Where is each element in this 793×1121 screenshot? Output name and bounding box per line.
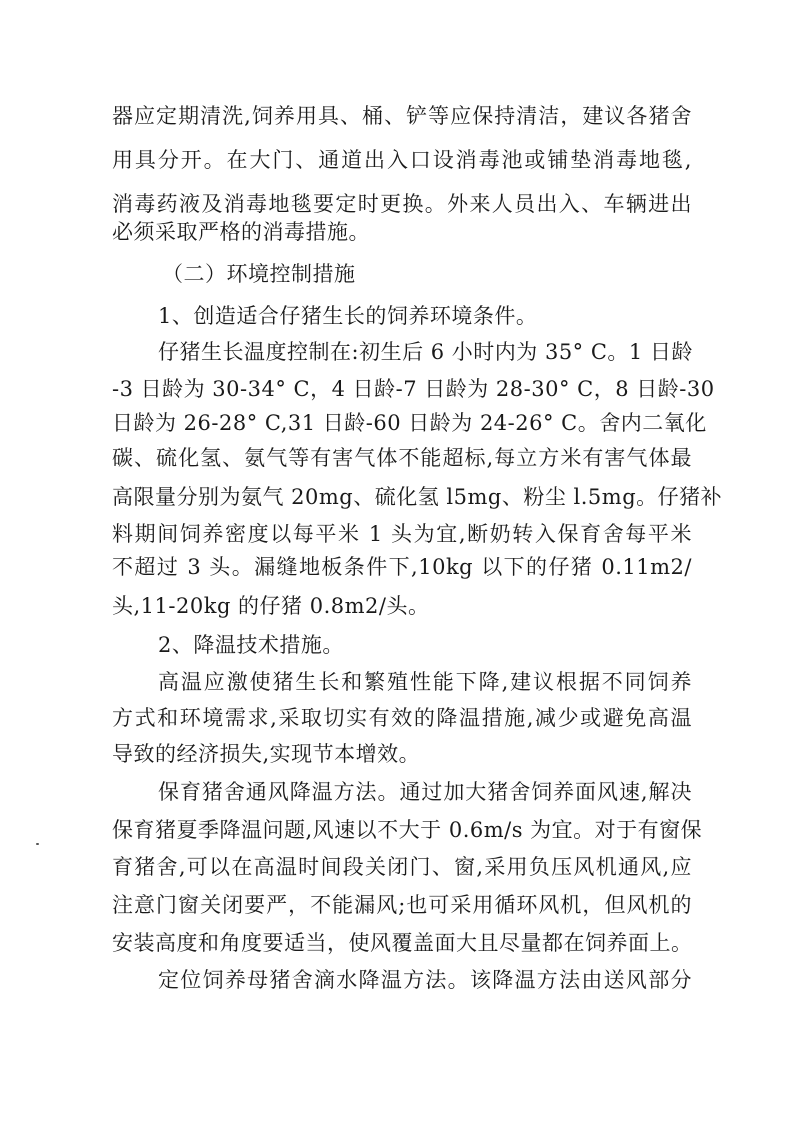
text-line: 保育猪夏季降温问题,风速以不大于 0.6m/s 为宜。对于有窗保 [112, 818, 703, 842]
text-line: 仔猪生长温度控制在:初生后 6 小时内为 35° C。1 日龄 [158, 340, 693, 364]
scan-speck [36, 843, 39, 845]
text-line: 注意门窗关闭要严，不能漏风;也可采用循环风机，但风机的 [112, 893, 692, 917]
text-line: 保育猪舍通风降温方法。通过加大猪舍饲养面风速,解决 [158, 780, 692, 804]
subsection-heading: 1、创造适合仔猪生长的饲养环境条件。 [158, 304, 538, 328]
text-line: 高温应激使猪生长和繁殖性能下降,建议根据不同饲养 [158, 670, 692, 694]
text-line: 消毒药液及消毒地毯要定时更换。外来人员出入、车辆进出 [112, 192, 692, 216]
text-line: 方式和环境需求,采取切实有效的降温措施,减少或避免高温 [112, 706, 692, 730]
text-line: 用具分开。在大门、通道出入口设消毒池或铺垫消毒地毯, [112, 148, 692, 172]
text-line: 不超过 3 头。漏缝地板条件下,10kg 以下的仔猪 0.11m2/ [112, 555, 692, 579]
text-line: 高限量分别为氨气 20mg、硫化氢 l5mg、粉尘 l.5mg。仔猪补 [112, 485, 723, 509]
text-line: 定位饲养母猪舍滴水降温方法。该降温方法由送风部分 [158, 968, 692, 992]
text-line: 头,11-20kg 的仔猪 0.8m2/头。 [112, 594, 430, 618]
text-line: -3 日龄为 30-34° C，4 日龄-7 日龄为 28-30° C，8 日龄-30 [112, 377, 715, 401]
section-heading: （二）环境控制措施 [162, 262, 356, 286]
text-line: 日龄为 26-28° C,31 日龄-60 日龄为 24-26° C。舍内二氧化 [112, 411, 707, 435]
subsection-heading: 2、降温技术措施。 [158, 633, 344, 657]
text-line: 碳、硫化氢、氨气等有害气体不能超标,每立方米有害气体最 [112, 446, 692, 470]
text-line: 育猪舍,可以在高温时间段关闭门、窗,采用负压风机通风,应 [112, 855, 692, 879]
text-line: 必须采取严格的消毒措施。 [112, 220, 370, 244]
text-line: 导致的经济损失,实现节本增效。 [112, 742, 421, 766]
text-line: 安装高度和角度要适当，使风覆盖面大且尽量都在饲养面上。 [112, 931, 693, 955]
text-line: 料期间饲养密度以每平米 1 头为宜,断奶转入保育舍每平米 [112, 522, 692, 546]
text-line: 器应定期清洗,饲养用具、桶、铲等应保持清洁，建议各猪舍 [112, 104, 692, 128]
